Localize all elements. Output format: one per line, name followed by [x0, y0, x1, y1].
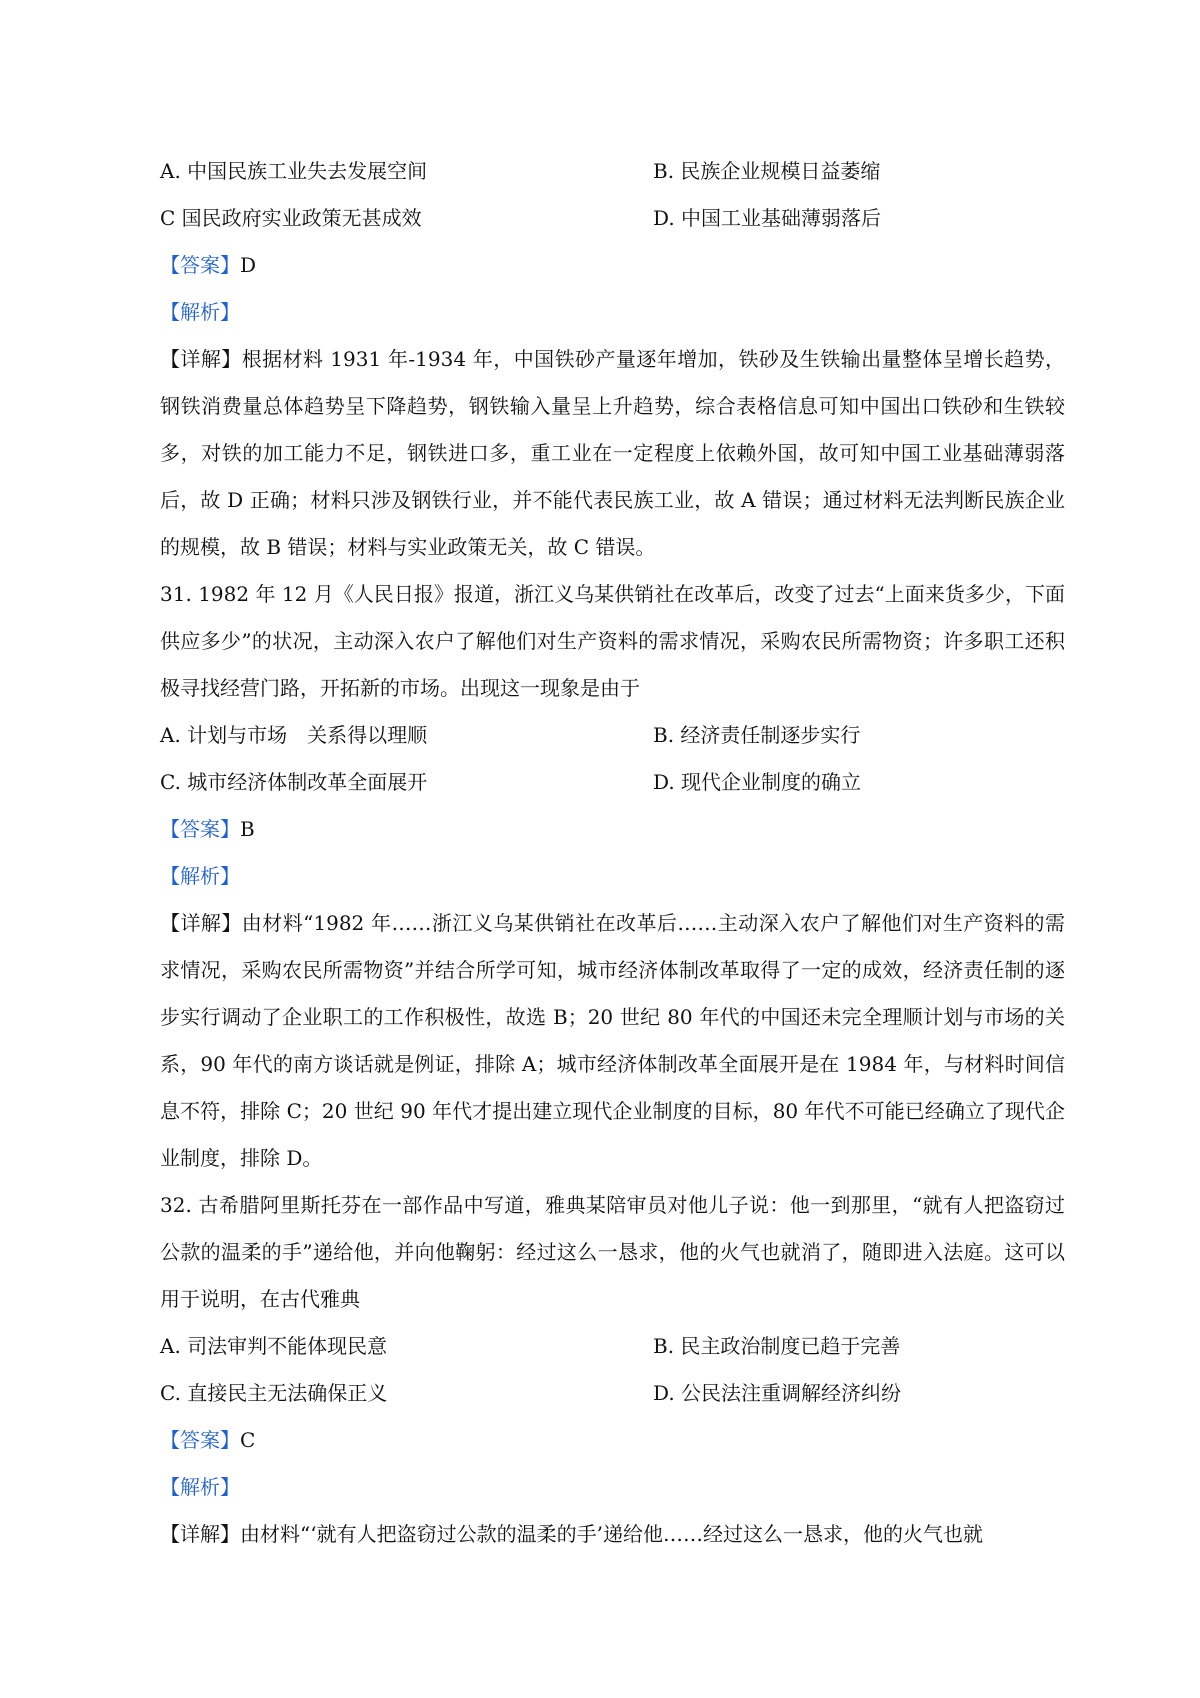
q31-detail-text: 由材料“1982 年……浙江义乌某供销社在改革后……主动深入农户了解他们对生产资料的需求情况，采购农民所需物资”并结合所学可知，城市经济体制改革取得了一定的成效，经济责任制的逐步实行调动了企业职工的工作积极性，故选 B；20 世纪 80 年代的中国还未完全理顺计划与市场的关系，90 年代的南方谈话就是例证，排除 A；城市经济体制改革全面展开是在 1984 年，与材料时间信息不符，排除 C；20 世纪 90 年代才提出建立现代企业制度的目标，80 年代不可能已经确立了现代企业制度，排除 D。 — [160, 911, 1065, 1170]
q30-option-b: B. 民族企业规模日益萎缩 — [653, 159, 881, 183]
q32-options-row-1 — [160, 1323, 1065, 1370]
q31-option-b: B. 经济责任制逐步实行 — [653, 723, 861, 747]
q32-option-d: D. 公民法注重调解经济纠纷 — [653, 1381, 902, 1405]
q30-analysis-heading — [160, 289, 1065, 336]
q30-answer — [160, 242, 1065, 289]
q31-option-c: C. 城市经济体制改革全面展开 — [160, 770, 428, 794]
q30-detail-text: 根据材料 1931 年-1934 年，中国铁砂产量逐年增加，铁砂及生铁输出量整体呈增长趋势，钢铁消费量总体趋势呈下降趋势，钢铁输入量呈上升趋势，综合表格信息可知中国出口铁砂和生铁较多，对铁的加工能力不足，钢铁进口多，重工业在一定程度上依赖外国，故可知中国工业基础薄弱落后，故 D 正确；材料只涉及钢铁行业，并不能代表民族工业，故 A 错误；通过材料无法判断民族企业的规模，故 B 错误；材料与实业政策无关，故 C 错误。 — [160, 347, 1065, 559]
q31-detail — [160, 900, 1065, 1182]
q31-analysis-heading — [160, 853, 1065, 900]
q30-answer-value: D — [240, 253, 257, 277]
q32-analysis-heading — [160, 1464, 1065, 1511]
q30-option-c: C 国民政府实业政策无甚成效 — [160, 206, 422, 230]
q31-options-row-2 — [160, 759, 1065, 806]
q32-answer — [160, 1417, 1065, 1464]
q30-options-row-2 — [160, 195, 1065, 242]
q30-detail-tag: 【详解】 — [160, 347, 242, 371]
q32-analysis-tag: 【解析】 — [160, 1475, 240, 1499]
q32-answer-value: C — [240, 1428, 256, 1452]
q32-options-row-2 — [160, 1370, 1065, 1417]
q31-answer-value: B — [240, 817, 255, 841]
q32-detail — [160, 1511, 1065, 1558]
q31-analysis-tag: 【解析】 — [160, 864, 240, 888]
q30-option-d: D. 中国工业基础薄弱落后 — [653, 206, 882, 230]
q32-stem: 32. 古希腊阿里斯托芬在一部作品中写道，雅典某陪审员对他儿子说：他一到那里，“就有人把盗窃过公款的温柔的手”递给他，并向他鞠躬：经过这么一恳求，他的火气也就消了，随即进入法庭。这可以用于说明，在古代雅典 — [160, 1193, 1065, 1311]
q32-detail-tag: 【详解】 — [160, 1522, 240, 1546]
q32-option-a: A. 司法审判不能体现民意 — [160, 1334, 388, 1358]
q30-detail — [160, 336, 1065, 571]
q31-options-row-1 — [160, 712, 1065, 759]
q32-answer-tag: 【答案】 — [160, 1428, 240, 1452]
q31-option-a: A. 计划与市场 关系得以理顺 — [160, 723, 428, 747]
q31-option-d: D. 现代企业制度的确立 — [653, 770, 862, 794]
q32-detail-text: 由材料“‘就有人把盗窃过公款的温柔的手’递给他……经过这么一恳求，他的火气也就 — [240, 1522, 983, 1546]
q31-stem: 31. 1982 年 12 月《人民日报》报道，浙江义乌某供销社在改革后，改变了过去“上面来货多少，下面供应多少”的状况，主动深入农户了解他们对生产资料的需求情况，采购农民所需物资；许多职工还积极寻找经营门路，开拓新的市场。出现这一现象是由于 — [160, 582, 1065, 700]
q30-option-a: A. 中国民族工业失去发展空间 — [160, 159, 428, 183]
q31-answer — [160, 806, 1065, 853]
q30-options-row-1 — [160, 148, 1065, 195]
q30-answer-tag: 【答案】 — [160, 253, 240, 277]
q31-answer-tag: 【答案】 — [160, 817, 240, 841]
q32-option-b: B. 民主政治制度已趋于完善 — [653, 1334, 901, 1358]
q31-detail-tag: 【详解】 — [160, 911, 242, 935]
q32-option-c: C. 直接民主无法确保正义 — [160, 1381, 388, 1405]
document-body — [160, 148, 1065, 1558]
q30-analysis-tag: 【解析】 — [160, 300, 240, 324]
